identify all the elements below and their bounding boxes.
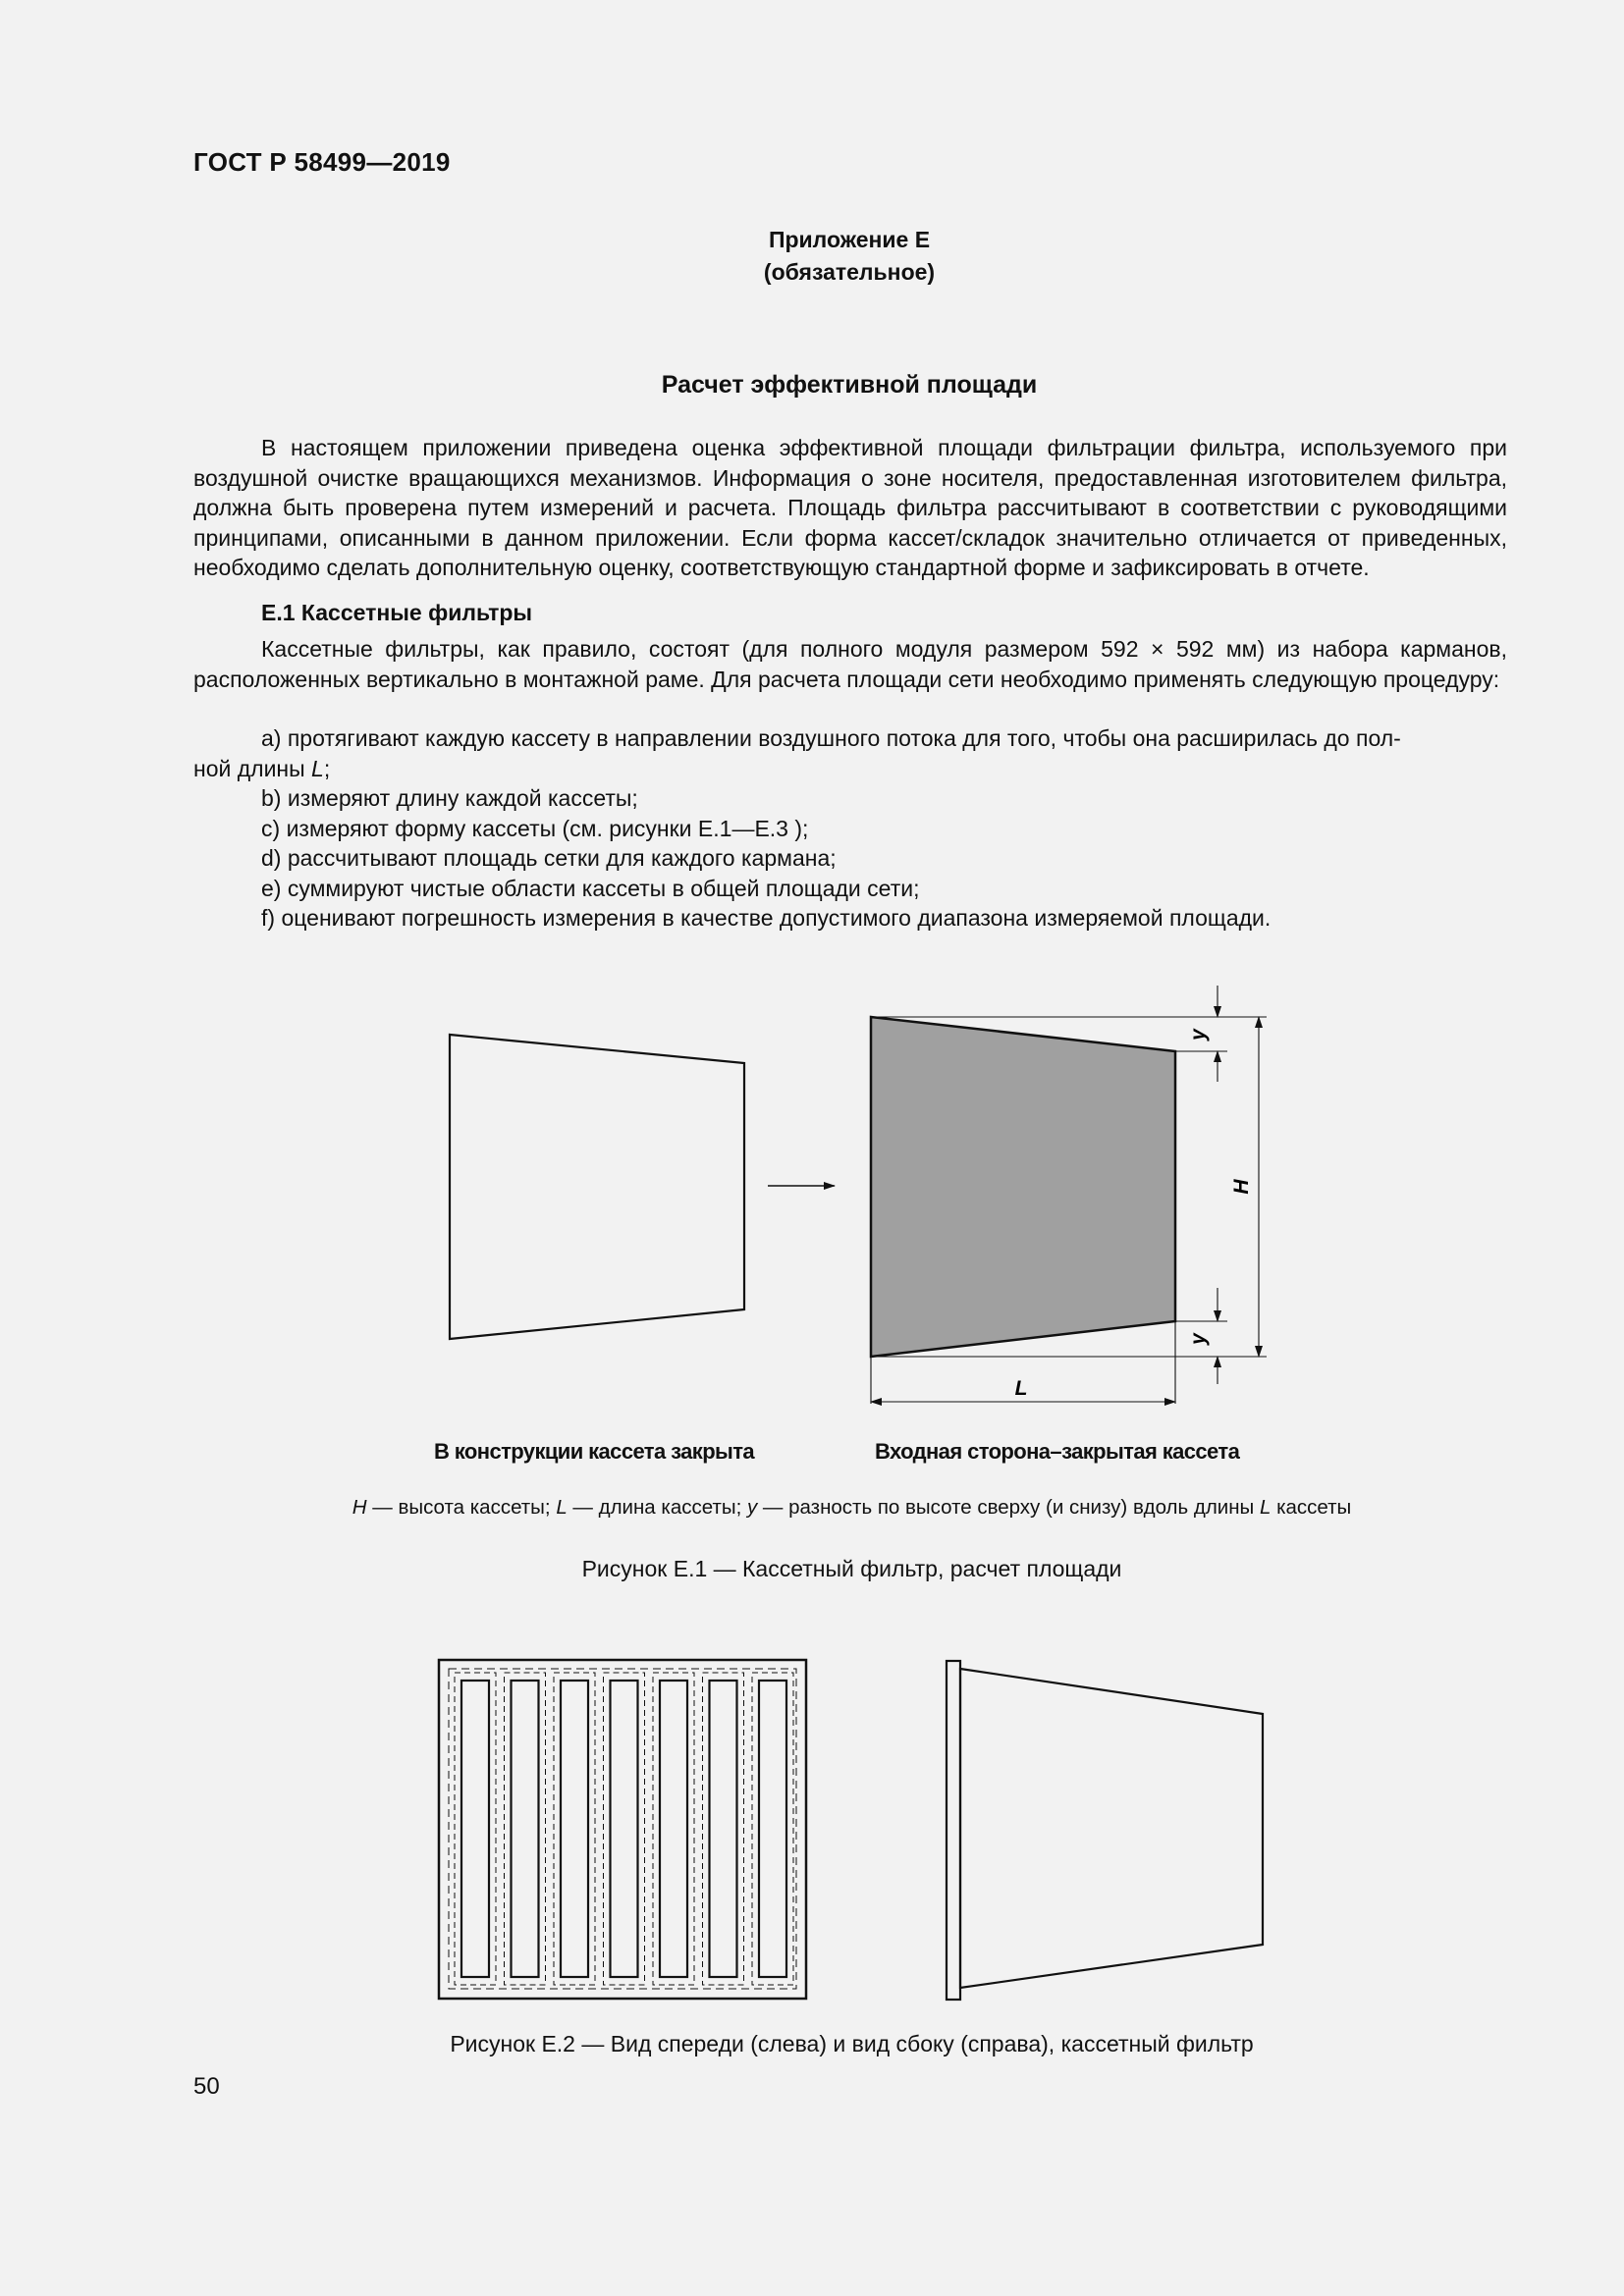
figure-e2-drawing (422, 1649, 1306, 2012)
legend-symbol-l: L (556, 1496, 568, 1519)
pocket (512, 1681, 539, 1977)
intro-text: В настоящем приложении приведена оценка эффективной площади фильтрации фильтра, используемого при воздушной очистке вращающихся механизмов. Информация о зоне носителя, предоставленная изготовителем фильтра, должна быть проверена путем измерений и расчета. Площадь фильтра рассчитывают в соответствии с руководящими принципами, описанными в данном приложении. Если форма кассет/складок значительно отличается от приведенных, необходимо сделать дополнительную оценку, соответствующую стандартной форме и зафиксировать в отчете. (193, 435, 1507, 581)
side-view-flange (947, 1661, 960, 2000)
list-item-e (261, 876, 919, 902)
figure-e1-drawing (412, 972, 1296, 1433)
pocket (759, 1681, 786, 1977)
dim-y-label: y (1187, 1333, 1210, 1345)
legend-text: — высота кассеты; (366, 1496, 557, 1519)
front-view-frame (439, 1660, 806, 1999)
side-view-cassette (960, 1669, 1263, 1988)
list-marker: d) (261, 845, 282, 871)
figure-e2-caption: Рисунок Е.2 — Вид спереди (слева) и вид сбоку (справа), кассетный фильтр (450, 2031, 1254, 2056)
list-text: оценивают погрешность измерения в качестве допустимого диапазона измеряемой площади. (281, 905, 1272, 931)
list-text: протягивают каждую кассету в направлении воздушного потока для того, чтобы она расширилась до пол- (287, 725, 1401, 751)
clause-heading: Е.1 Кассетные фильтры (261, 600, 533, 625)
figure-e1-caption: Рисунок Е.1 — Кассетный фильтр, расчет площади (581, 1556, 1122, 1581)
dim-l-label: L (1014, 1377, 1028, 1400)
list-marker: f) (261, 905, 276, 931)
list-marker: b) (261, 785, 282, 811)
clause-text: Кассетные фильтры, как правило, состоят (для полного модуля размером 592 × 592 мм) из набора карманов, расположенных вертикально в монтажной раме. Для расчета площади сети необходимо применять следующую процедуру: (193, 636, 1507, 692)
figure-e1-right-subtitle: Входная сторона–закрытая кассета (875, 1439, 1240, 1464)
figure-e1-legend (196, 1496, 1507, 1520)
standard-code: ГОСТ Р 58499—2019 (193, 147, 451, 177)
legend-symbol-l: L (1259, 1496, 1272, 1519)
variable-l: L (311, 756, 324, 781)
pocket (611, 1681, 638, 1977)
page-number: 50 (193, 2073, 220, 2100)
list-marker: a) (261, 725, 282, 751)
pocket (710, 1681, 737, 1977)
list-item-b (261, 785, 638, 812)
appendix-status: (обязательное) (763, 259, 936, 285)
list-text: суммируют чистые области кассеты в общей площади сети; (287, 876, 920, 901)
list-item-d (261, 845, 837, 872)
list-text-cont: ной длины (193, 756, 312, 781)
list-text: измеряют форму кассеты (см. рисунки Е.1—Е.3 ); (286, 816, 809, 841)
clause-paragraph (193, 634, 1507, 694)
pocket-group (455, 1673, 793, 1985)
list-item-c (261, 816, 808, 842)
legend-symbol-y: y (746, 1496, 758, 1519)
pocket (461, 1681, 489, 1977)
list-item-f (261, 905, 1271, 932)
figure-e1-left-subtitle: В конструкции кассета закрыта (434, 1439, 755, 1464)
closed-cassette-shape (450, 1035, 744, 1339)
legend-text: — длина кассеты; (567, 1496, 747, 1519)
list-text-tail: ; (323, 756, 331, 781)
intro-paragraph (193, 433, 1507, 583)
list-marker: c) (261, 816, 281, 841)
list-item-a-continuation (193, 756, 330, 782)
pocket (561, 1681, 588, 1977)
legend-symbol-h: H (352, 1496, 367, 1519)
list-text: измеряют длину каждой кассеты; (287, 785, 638, 811)
list-item-a (261, 725, 1401, 752)
inlet-cassette-shape (871, 1017, 1175, 1357)
dim-h-label: H (1230, 1179, 1253, 1195)
appendix-title: Приложение Е (768, 227, 931, 252)
dim-y-label: y (1187, 1029, 1210, 1041)
legend-text: — разность по высоте сверху (и снизу) вдоль длины (757, 1496, 1260, 1519)
section-title: Расчет эффективной площади (661, 371, 1038, 399)
list-text: рассчитывают площадь сетки для каждого кармана; (287, 845, 837, 871)
list-marker: e) (261, 876, 282, 901)
pocket (660, 1681, 687, 1977)
legend-text: кассеты (1271, 1496, 1352, 1519)
